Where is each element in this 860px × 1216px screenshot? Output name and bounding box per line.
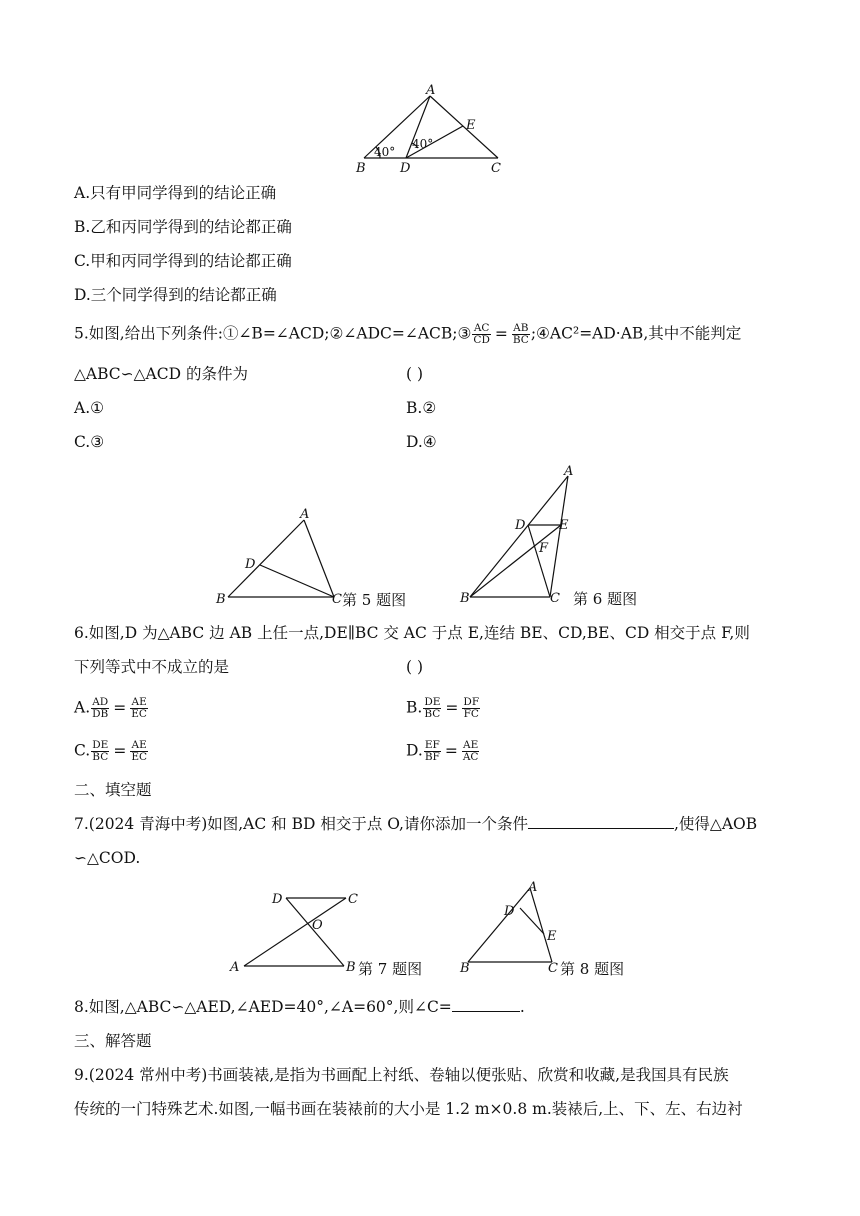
q5-fraction-ac-cd: $\frac{AC}{CD}$: [473, 322, 490, 346]
q5-label-c: C: [332, 592, 342, 607]
q6-caption: 第 6 题图: [573, 590, 638, 608]
q5-stem-part2: ;④AC²=AD·AB,其中不能判定: [530, 324, 742, 343]
q5-label-d: D: [245, 557, 256, 572]
q4-label-b: B: [356, 161, 366, 176]
q6-option-c: C. $\frac{DE}{BC}$ = $\frac{AE}{EC}$: [74, 739, 148, 763]
q8-label-c: C: [548, 961, 558, 976]
q6-figure: [458, 462, 658, 612]
section-fill-in-title: 二、填空题: [74, 781, 152, 799]
q8-caption: 第 8 题图: [560, 960, 625, 978]
q5-option-c: C.③: [74, 433, 105, 451]
q6-label-d: D: [515, 518, 526, 533]
q6-stem-line1: 6.如图,D 为△ABC 边 AB 上任一点,DE∥BC 交 AC 于点 E,连结 BE、CD,BE、CD 相交于点 F,则: [74, 624, 750, 642]
q4-label-c: C: [491, 161, 501, 176]
q9-stem-line1: 9.(2024 常州中考)书画装裱,是指为书画配上衬纸、卷轴以便张贴、欣赏和收藏,是我国具有民族: [74, 1066, 729, 1084]
q5-label-b: B: [216, 592, 226, 607]
q6-stem-line2: 下列等式中不成立的是: [74, 658, 230, 676]
q5-option-d: D.④: [406, 433, 437, 451]
q5-fraction-ab-bc: $\frac{AB}{BC}$: [512, 322, 529, 346]
q6-label-a: A: [564, 464, 574, 479]
q4-figure: [350, 83, 510, 178]
q6-answer-paren: ( ): [406, 658, 424, 676]
q5-stem-part1: 5.如图,给出下列条件:①∠B=∠ACD;②∠ADC=∠ACB;③: [74, 324, 472, 343]
q7-answer-blank[interactable]: [528, 814, 674, 829]
q6-label-c: C: [550, 591, 560, 606]
q4-option-c: C.甲和丙同学得到的结论都正确: [74, 252, 292, 270]
q7-caption: 第 7 题图: [358, 960, 423, 978]
q8-answer-blank[interactable]: [452, 997, 520, 1012]
q7-label-d: D: [272, 892, 283, 907]
q7-label-a: A: [230, 960, 240, 975]
q5-label-a: A: [300, 507, 310, 522]
q4-label-d: D: [400, 161, 411, 176]
q6-option-a: A. $\frac{AD}{DB}$ = $\frac{AE}{EC}$: [74, 696, 147, 720]
q5-answer-paren: ( ): [406, 365, 424, 383]
q8-label-b: B: [460, 961, 470, 976]
q6-option-d: D. $\frac{EF}{BF}$ = $\frac{AE}{AC}$: [406, 739, 479, 763]
q5-stem: 5.如图,给出下列条件:①∠B=∠ACD;②∠ADC=∠ACB;③ $\frac{AC}{CD}$ = $\frac{AB}{BC}$ ;④AC²=AD·AB,其中不能判定: [74, 322, 742, 346]
q4-option-a: A.只有甲同学得到的结论正确: [74, 184, 277, 202]
q7-label-b: B: [346, 960, 356, 975]
q5-option-b: B.②: [406, 399, 437, 417]
q4-option-b: B.乙和丙同学得到的结论都正确: [74, 218, 292, 236]
q6-label-b: B: [460, 591, 470, 606]
q6-label-e: E: [559, 518, 569, 533]
q7-label-o: O: [312, 918, 323, 933]
q5-figure: [212, 505, 422, 610]
q7-stem-line1: 7.(2024 青海中考)如图,AC 和 BD 相交于点 O,请你添加一个条件 ,使得△AOB: [74, 815, 758, 833]
q4-label-e: E: [466, 118, 476, 133]
q4-label-a: A: [426, 83, 436, 98]
q8-label-a: A: [528, 880, 538, 895]
q7-stem-line2: ∽△COD.: [74, 849, 141, 867]
q8-label-e: E: [547, 929, 557, 944]
q8-figure: [456, 878, 656, 978]
q8-stem: 8.如图,△ABC∽△AED,∠AED=40°,∠A=60°,则∠C= .: [74, 998, 525, 1016]
q5-caption: 第 5 题图: [342, 591, 407, 609]
q7-label-c: C: [348, 892, 358, 907]
section-solve-title: 三、解答题: [74, 1032, 152, 1050]
q5-stem-line2: △ABC∽△ACD 的条件为: [74, 365, 248, 383]
q6-option-b: B. $\frac{DE}{BC}$ = $\frac{DF}{FC}$: [406, 696, 480, 720]
q7-figure: [228, 888, 433, 980]
q8-label-d: D: [504, 904, 515, 919]
q9-stem-line2: 传统的一门特殊艺术.如图,一幅书画在装裱前的大小是 1.2 m×0.8 m.装裱后,上、下、左、右边衬: [74, 1100, 743, 1118]
q5-option-a: A.①: [74, 399, 105, 417]
q4-angle-d: 40°: [412, 137, 434, 151]
q4-option-d: D.三个同学得到的结论都正确: [74, 286, 277, 304]
q6-label-f: F: [539, 541, 549, 556]
q4-angle-b: 40°: [374, 145, 396, 159]
